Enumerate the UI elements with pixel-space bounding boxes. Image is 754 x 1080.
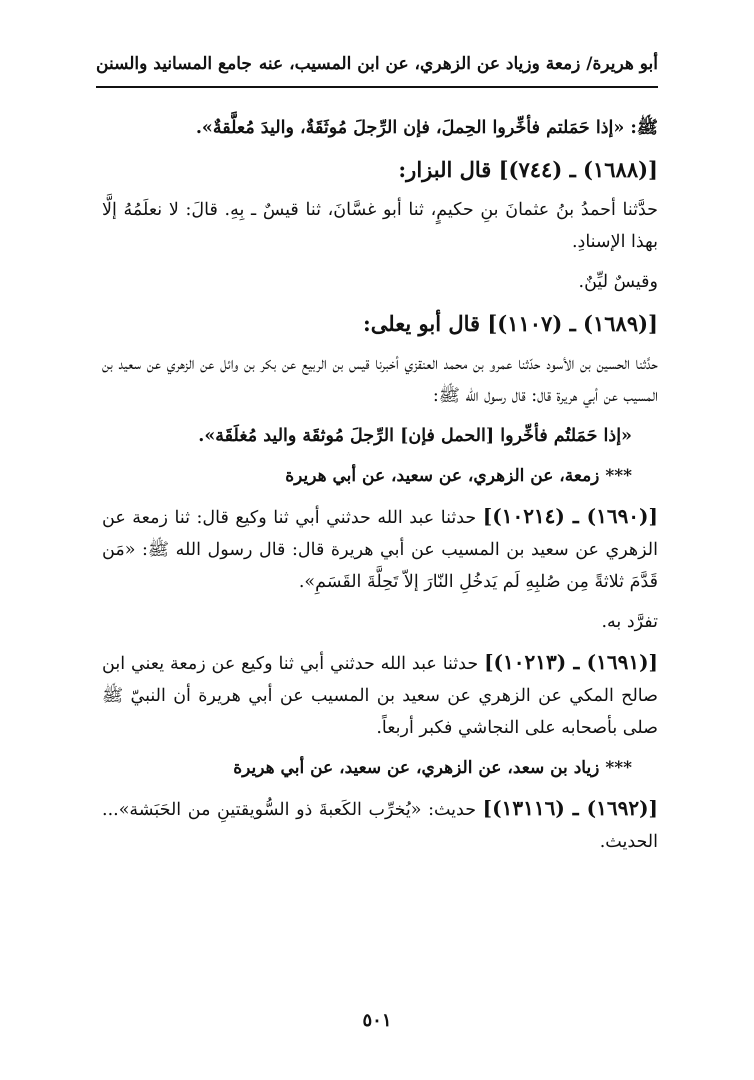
paragraph-text: حدثنا عبد الله حدثني أبي ثنا وكيع عن زمعة يعني ابن صالح المكي عن الزهري عن سعيد بن المسيب عن أبي هريرة أن النبيّ ﷺ صلى بأصحابه على النجاشي فكبر أربعاً.: [102, 654, 658, 738]
paragraph: «إذا حَمَلتُم فأخِّروا [الحمل فإن] الرِّجلَ مُوثقَة واليد مُغلَقَة».: [198, 426, 632, 446]
paragraph: [102, 500, 658, 598]
hadith-entry-heading: [(١٦٨٩) ـ (١١٠٧)] قال أبو يعلى:: [363, 311, 658, 336]
running-head-left: جامع المسانيد والسنن: [96, 54, 252, 74]
page-body: [102, 112, 658, 866]
header-rule: [96, 86, 658, 88]
hadith-number: [(١٦٩٢) ـ (١٣١١٦)]: [482, 796, 658, 820]
paragraph-text: حدثنا عبد الله حدثني أبي ثنا وكيع قال: ثنا زمعة عن الزهري عن سعيد بن المسيب عن أبي هريرة قال: قال رسول الله ﷺ: «مَن قَدَّمَ ثلاثةً مِن صُلبِهِ لَم يَدخُلِ النّارَ إلاّ تَحِلَّةَ القَسَمِ».: [102, 508, 658, 592]
hadith-entry-heading: [(١٦٨٨) ـ (٧٤٤)] قال البزار:: [398, 157, 658, 182]
paragraph-text: حديث: «يُخرِّب الكَعبةَ ذو السُّويقتينِ من الحَبَشة»... الحديث.: [102, 800, 658, 852]
paragraph: وقيسٌ ليِّنٌ.: [578, 272, 658, 292]
paragraph: حدَّثنا أحمدُ بنُ عثمانَ بنِ حكيمٍ، ثنا أبو غسَّانَ، ثنا قيسٌ ـ بِهِ. قالَ: لا نعلَمُهُ إلَّا بهذا الإسنادِ.: [102, 200, 658, 252]
paragraph: حدَّثنا الحسين بن الأسود حدّثنا عمرو بن محمد العنقزي أخبرنا قيس بن الربيع عن بكر بن وائل عن الزهري عن سعيد بن المسيب عن أبي هريرة قال: قال رسول الله ﷺ:: [102, 354, 658, 406]
running-head-right: أبو هريرة/ زمعة وزياد عن الزهري، عن ابن المسيب، عنه: [258, 54, 658, 74]
page-number: ٥٠١: [362, 1010, 392, 1031]
chain-section-title: *** زمعة، عن الزهري، عن سعيد، عن أبي هريرة: [285, 466, 632, 486]
paragraph: تفرَّد به.: [601, 612, 658, 632]
hadith-number: [(١٦٩١) ـ (١٠٢١٣)]: [484, 650, 658, 674]
paragraph: [102, 792, 658, 858]
paragraph: ﷺ: «إذا حَمَلتم فأخِّروا الحِملَ، فإن الرِّجلَ مُوثَقَةٌ، واليدَ مُعلَّقةٌ».: [195, 118, 658, 138]
paragraph: [102, 646, 658, 744]
chain-section-title: *** زياد بن سعد، عن الزهري، عن سعيد، عن أبي هريرة: [233, 758, 632, 778]
running-head: [96, 54, 658, 74]
hadith-number: [(١٦٩٠) ـ (١٠٢١٤)]: [482, 504, 658, 528]
